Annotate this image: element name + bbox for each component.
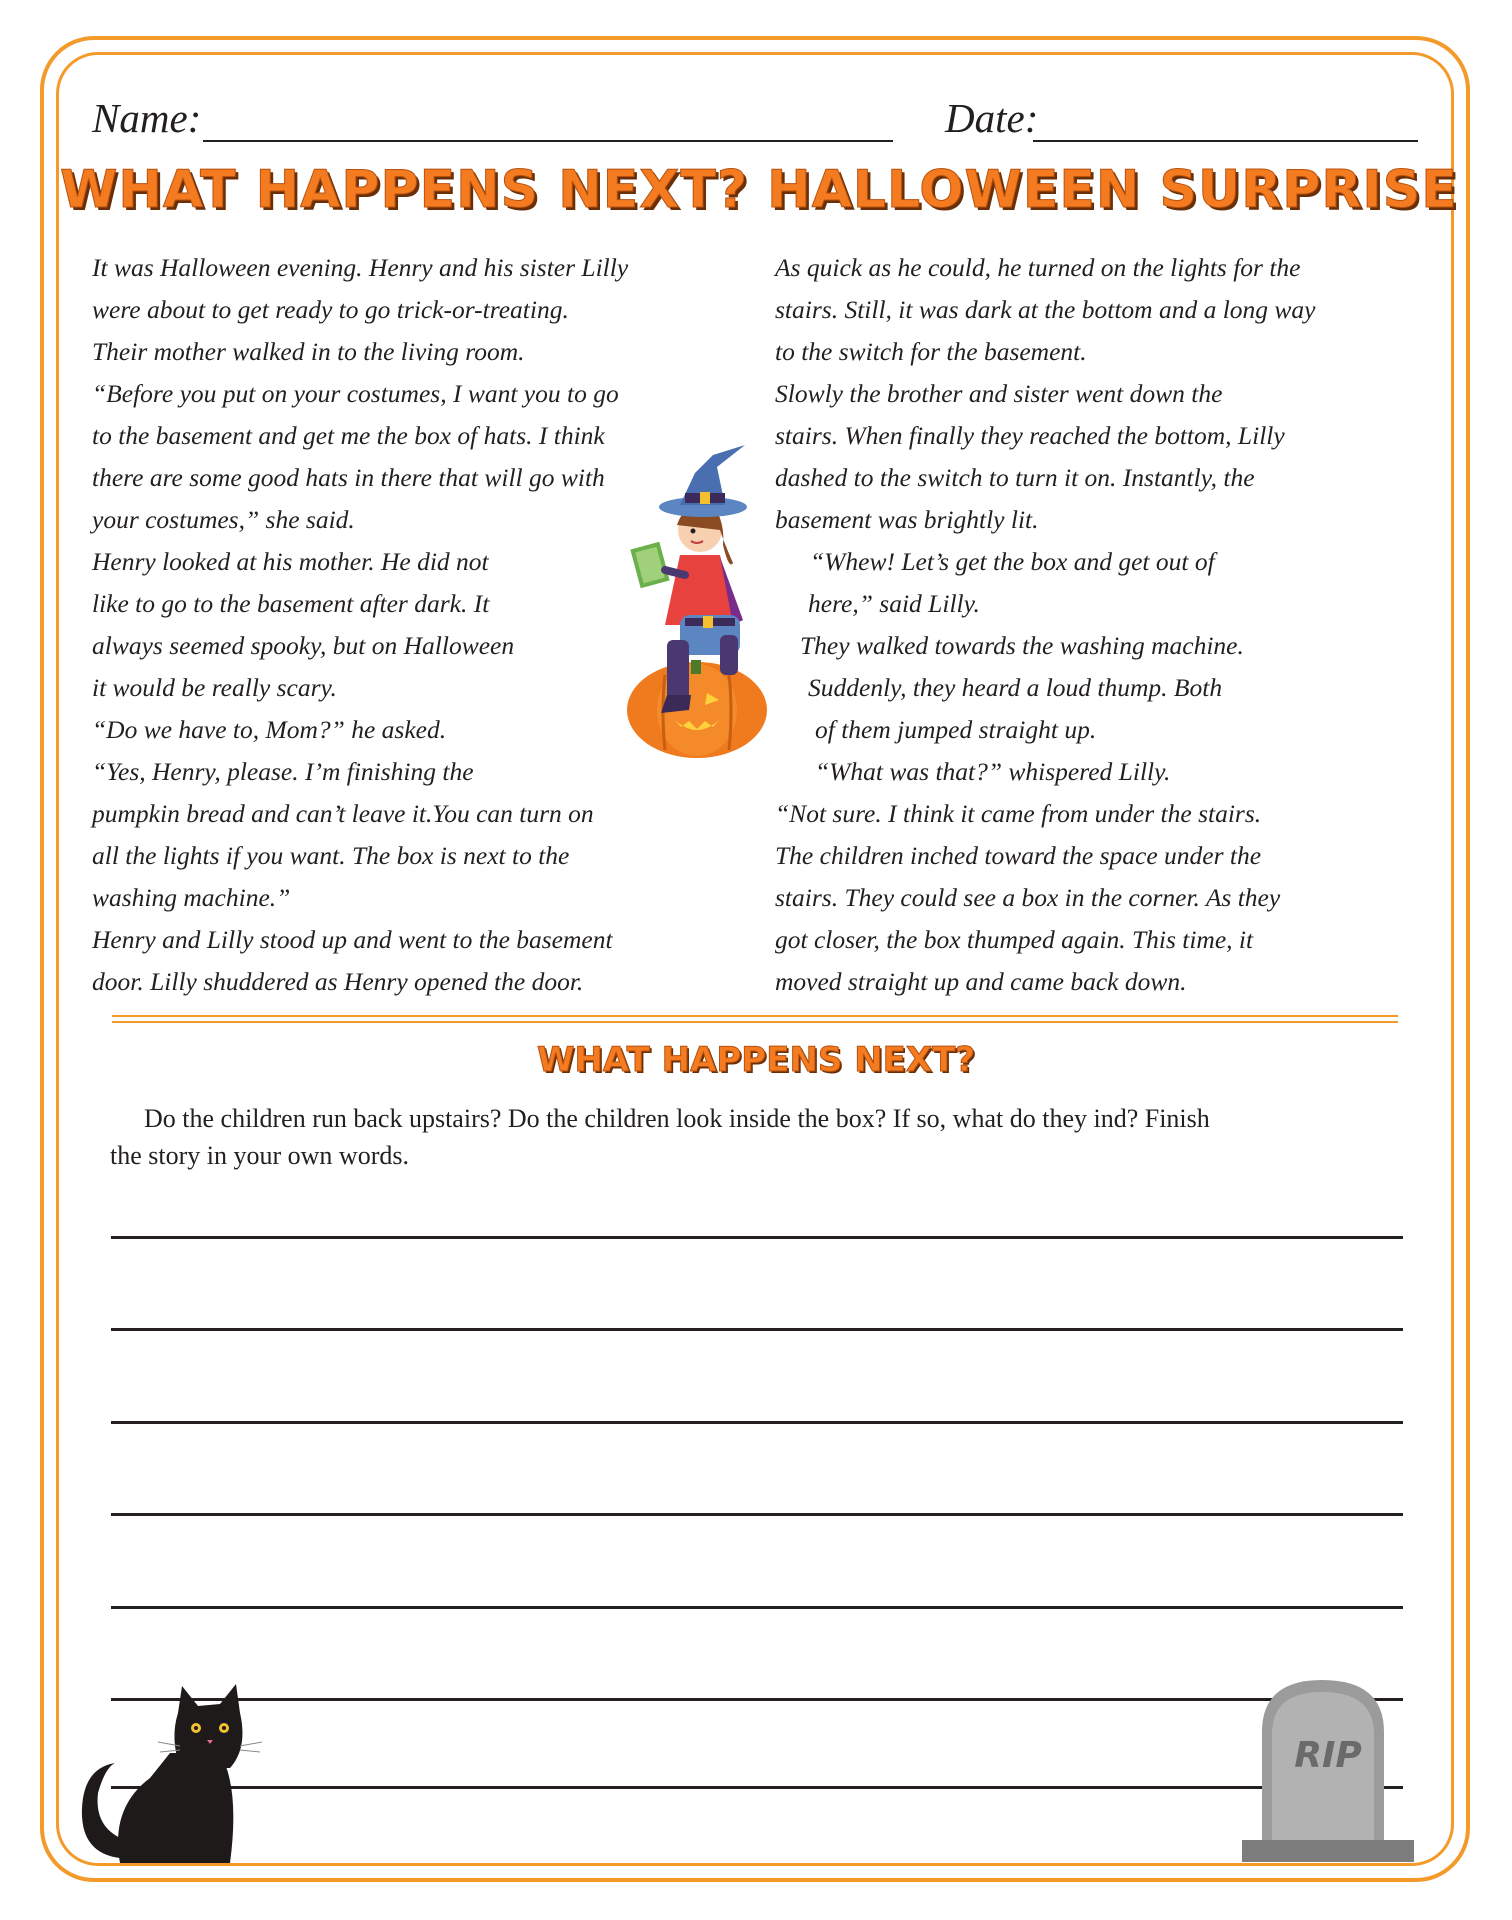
prompt-line: Do the children run back upstairs? Do the children look inside the box? If so, what do they ind? Finish	[144, 1104, 1210, 1133]
story-line: always seemed spooky, but on Halloween	[92, 631, 515, 660]
story-line: got closer, the box thumped again. This time, it	[775, 925, 1254, 954]
story-line: like to go to the basement after dark. It	[92, 589, 490, 618]
tombstone-text: RIP	[1294, 1735, 1362, 1776]
story-line: Suddenly, they heard a loud thump. Both	[808, 673, 1223, 702]
name-field-line[interactable]	[203, 140, 893, 142]
story-line: basement was brightly lit.	[775, 505, 1039, 534]
writing-line[interactable]	[111, 1328, 1403, 1331]
story-line: Henry and Lilly stood up and went to the basement	[92, 925, 613, 954]
story-line: “Not sure. I think it came from under the stairs.	[775, 799, 1262, 828]
story-line: dashed to the switch to turn it on. Instantly, the	[775, 463, 1255, 492]
writing-line[interactable]	[111, 1513, 1403, 1516]
story-line: moved straight up and came back down.	[775, 967, 1187, 996]
story-line: Henry looked at his mother. He did not	[92, 547, 489, 576]
name-label: Name:	[92, 95, 202, 141]
writing-line[interactable]	[111, 1606, 1403, 1609]
story-line: “Whew! Let’s get the box and get out of	[810, 547, 1215, 576]
story-line: They walked towards the washing machine.	[800, 631, 1244, 660]
story-line: to the switch for the basement.	[775, 337, 1087, 366]
story-line: stairs. When finally they reached the bottom, Lilly	[775, 421, 1285, 450]
date-label: Date:	[945, 95, 1039, 141]
story-line: your costumes,” she said.	[92, 505, 355, 534]
writing-line[interactable]	[111, 1421, 1403, 1424]
story-line: all the lights if you want. The box is next to the	[92, 841, 570, 870]
story-right-column	[775, 247, 1315, 1003]
story-line: stairs. They could see a box in the corner. As they	[775, 883, 1281, 912]
story-line: it would be really scary.	[92, 673, 337, 702]
story-line: door. Lilly shuddered as Henry opened the door.	[92, 967, 584, 996]
story-line: As quick as he could, he turned on the lights for the	[775, 253, 1301, 282]
witch-pumpkin-illustration	[625, 445, 775, 760]
story-line: “Do we have to, Mom?” he asked.	[92, 715, 447, 744]
story-line: of them jumped straight up.	[815, 715, 1097, 744]
section-divider	[112, 1015, 1398, 1017]
writing-line[interactable]	[111, 1786, 1403, 1789]
story-line: pumpkin bread and can’t leave it.You can turn on	[92, 799, 594, 828]
story-line: were about to get ready to go trick-or-treating.	[92, 295, 569, 324]
story-line: washing machine.”	[92, 883, 291, 912]
story-line: Their mother walked in to the living room.	[92, 337, 525, 366]
black-cat-icon	[70, 1668, 270, 1868]
story-line: It was Halloween evening. Henry and his sister Lilly	[92, 253, 629, 282]
story-line: The children inched toward the space under the	[775, 841, 1262, 870]
story-line: here,” said Lilly.	[808, 589, 980, 618]
story-line: Slowly the brother and sister went down the	[775, 379, 1223, 408]
section-divider	[112, 1021, 1398, 1023]
story-line: there are some good hats in there that will go with	[92, 463, 605, 492]
writing-line[interactable]	[111, 1698, 1403, 1701]
story-line: “Yes, Henry, please. I’m finishing the	[92, 757, 474, 786]
worksheet-title: WHAT HAPPENS NEXT? HALLOWEEN SURPRISE	[60, 160, 1458, 220]
story-line: stairs. Still, it was dark at the bottom and a long way	[775, 295, 1316, 324]
story-left-column	[92, 247, 628, 1003]
story-line: “Before you put on your costumes, I want you to go	[92, 379, 619, 408]
story-line: to the basement and get me the box of hats. I think	[92, 421, 605, 450]
prompt-line: the story in your own words.	[110, 1141, 409, 1170]
writing-prompt	[110, 1100, 1410, 1174]
section-subtitle: WHAT HAPPENS NEXT?	[536, 1040, 976, 1080]
story-line: “What was that?” whispered Lilly.	[815, 757, 1171, 786]
date-field-line[interactable]	[1033, 140, 1418, 142]
writing-line[interactable]	[111, 1236, 1403, 1239]
